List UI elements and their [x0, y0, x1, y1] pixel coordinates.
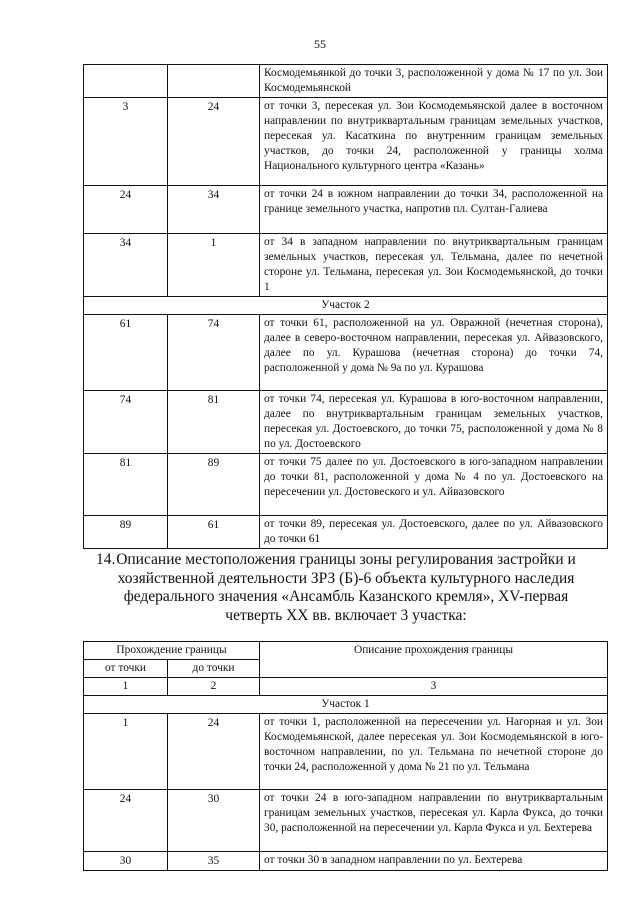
description-cell: от точки 24 в юго-западном направлении по внутриквартальным границам земельных участков, пересекая ул. Карла Фукса, до точки 30, расположенной на пересечении ул. Карла Фукса и ул. Бехтерева: [260, 790, 608, 852]
table-header-row: [84, 642, 608, 660]
to-point-cell: 81: [168, 391, 260, 454]
description-cell: от точки 30 в западном направлении по ул. Бехтерева: [260, 852, 608, 871]
header-to-point: до точки: [168, 660, 260, 678]
section-row: [84, 297, 608, 315]
table-row: [84, 315, 608, 391]
column-number: 3: [260, 678, 608, 696]
section-title: Участок 2: [84, 297, 608, 315]
description-cell: от точки 61, расположенной на ул. Овражной (нечетная сторона), далее в северо-восточном направлении, пересекая ул. Айвазовского, далее по ул. Курашова (нечетная сторона) до точки 74, расположенной у дома № 9а по ул. Курашова: [260, 315, 608, 391]
table-row: [84, 714, 608, 790]
from-point-cell: 30: [84, 852, 168, 871]
description-cell: от точки 89, пересекая ул. Достоевского, далее по ул. Айвазовского до точки 61: [260, 516, 608, 549]
header-description: Описание прохождения границы: [260, 642, 608, 678]
table-row: [84, 852, 608, 871]
section-number: 14.: [96, 551, 116, 568]
from-point-cell: 89: [84, 516, 168, 549]
table-row: [84, 234, 608, 297]
section-row: [84, 696, 608, 714]
from-point-cell: 81: [84, 454, 168, 516]
boundary-table: [83, 641, 608, 871]
table-row: [84, 186, 608, 234]
to-point-cell: 89: [168, 454, 260, 516]
to-point-cell: 24: [168, 714, 260, 790]
to-point-cell: 61: [168, 516, 260, 549]
description-cell: от точки 24 в южном направлении до точки 34, расположенной на границе земельного участка, напротив пл. Султан-Галиева: [260, 186, 608, 234]
table-row: [84, 391, 608, 454]
from-point-cell: 61: [84, 315, 168, 391]
from-point-cell: 74: [84, 391, 168, 454]
description-cell: от 34 в западном направлении по внутриквартальным границам земельных участков, пересекая ул. Тельмана, далее по нечетной стороне ул. Тельмана, пересекая ул. Зои Космодемьянской, до точки 1: [260, 234, 608, 297]
header-passage: Прохождение границы: [84, 642, 260, 660]
section-14-heading: [96, 551, 596, 625]
header-from-point: от точки: [84, 660, 168, 678]
to-point-cell: 74: [168, 315, 260, 391]
description-cell: от точки 75 далее по ул. Достоевского в юго-западном направлении до точки 81, расположенной у дома № 4 по ул. Достоевского на пересечении ул. Достовеского и ул. Айвазовского: [260, 454, 608, 516]
to-point-cell: 1: [168, 234, 260, 297]
to-point-cell: 35: [168, 852, 260, 871]
from-point-cell: 24: [84, 186, 168, 234]
to-point-cell: 34: [168, 186, 260, 234]
section-title: Участок 1: [84, 696, 608, 714]
from-point-cell: 34: [84, 234, 168, 297]
description-cell: Космодемьянкой до точки 3, расположенной у дома № 17 по ул. Зои Космодемьянской: [260, 65, 608, 98]
section-text: Описание местоположения границы зоны регулирования застройки и хозяйственной деятельности ЗРЗ (Б)-6 объекта культурного наследия федерального значения «Ансамбль Казанского кремля», XV-первая четверть XX вв. включает 3 участка:: [116, 551, 576, 624]
table-row: [84, 65, 608, 98]
column-number-row: [84, 678, 608, 696]
table-row: [84, 516, 608, 549]
from-point-cell: 1: [84, 714, 168, 790]
column-number: 2: [168, 678, 260, 696]
to-point-cell: 24: [168, 98, 260, 186]
from-point-cell: 3: [84, 98, 168, 186]
description-cell: от точки 1, расположенной на пересечении ул. Нагорная и ул. Зои Космодемьянской, далее пересекая ул. Зои Космодемьянской в юго-восточном направлении, по ул. Тельмана по нечетной стороне до точки 24, расположенной у дома № 21 по ул. Тельмана: [260, 714, 608, 790]
description-cell: от точки 74, пересекая ул. Курашова в юго-восточном направлении, далее по внутриквартальным границам земельных участков, пересекая ул. Достоевского, до точки 75, расположенной у дома № 8 по ул. Достоевского: [260, 391, 608, 454]
description-cell: от точки 3, пересекая ул. Зои Космодемьянской далее в восточном направлении по внутриквартальным границам земельных участков, пересекая ул. Касаткина по внутренним границам земельных участков, до точки 24, расположенной у границы холма Национального культурного центра «Казань»: [260, 98, 608, 186]
table-row: [84, 98, 608, 186]
from-point-cell: [84, 65, 168, 98]
to-point-cell: 30: [168, 790, 260, 852]
to-point-cell: [168, 65, 260, 98]
from-point-cell: 24: [84, 790, 168, 852]
table-row: [84, 790, 608, 852]
column-number: 1: [84, 678, 168, 696]
boundary-table-continued: [83, 64, 608, 549]
page-number: 55: [314, 37, 326, 51]
table-row: [84, 454, 608, 516]
